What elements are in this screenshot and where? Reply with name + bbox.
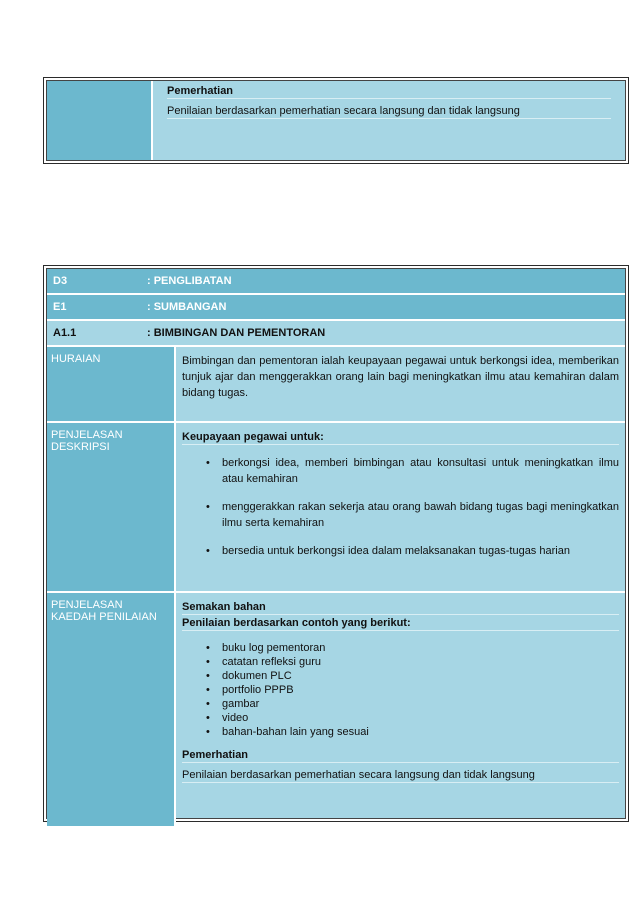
list-item: • catatan refleksi guru (200, 655, 619, 669)
kaedah-label-line1: PENJELASAN (51, 599, 123, 611)
pemerhatian-text: Penilaian berdasarkan pemerhatian secara langsung dan tidak langsung (167, 99, 611, 119)
kaedah-label-line2: KAEDAH PENILAIAN (51, 611, 157, 623)
pemerhatian-heading: Pemerhatian (167, 83, 611, 99)
huraian-text: Bimbingan dan pementoran ialah keupayaan pegawai untuk berkongsi idea, memberikan tunjuk ajar dan menggerakkan orang lain bagi meningkatkan ilmu atau kemahiran dalam bidang tugas. (182, 355, 619, 399)
deskripsi-label-line1: PENJELASAN (51, 429, 123, 441)
kaedah-content (176, 593, 625, 826)
kaedah-heading1: Semakan bahan (182, 599, 619, 615)
list-item: • gambar (200, 697, 619, 711)
deskripsi-heading: Keupayaan pegawai untuk: (182, 429, 619, 445)
deskripsi-list (182, 455, 619, 559)
list-item: • menggerakkan rakan sekerja atau orang bawah bidang tugas bagi meningkatkan ilmu serta kemahiran (200, 499, 619, 531)
kaedah-text: Penilaian berdasarkan pemerhatian secara langsung dan tidak langsung (182, 763, 619, 783)
competency-table (43, 265, 629, 822)
list-item: • buku log pementoran (200, 641, 619, 655)
header-row-e1 (47, 295, 625, 319)
top-table-content (153, 81, 625, 160)
header-row-d3 (47, 269, 625, 293)
deskripsi-label-line2: DESKRIPSI (51, 441, 110, 453)
kaedah-label (47, 593, 176, 826)
kaedah-heading3: Pemerhatian (182, 747, 619, 763)
header-code: D3 (53, 275, 68, 287)
list-item: • bersedia untuk berkongsi idea dalam melaksanakan tugas-tugas harian (200, 543, 619, 559)
huraian-label: HURAIAN (47, 347, 176, 421)
kaedah-row (47, 593, 625, 826)
list-item: • berkongsi idea, memberi bimbingan atau konsultasi untuk meningkatkan ilmu atau kemahiran (200, 455, 619, 487)
kaedah-list (182, 641, 619, 739)
header-row-a11 (47, 321, 625, 345)
header-title: : BIMBINGAN DAN PEMENTORAN (147, 327, 326, 339)
list-item: • bahan-bahan lain yang sesuai (200, 725, 619, 739)
top-table-left-cell (47, 81, 153, 160)
top-table-inner (46, 80, 626, 161)
deskripsi-content (176, 423, 625, 591)
header-code: E1 (53, 301, 67, 313)
competency-table-inner (46, 268, 626, 819)
kaedah-heading2: Penilaian berdasarkan contoh yang berikut: (182, 615, 619, 631)
header-title: : PENGLIBATAN (147, 275, 232, 287)
header-title: : SUMBANGAN (147, 301, 227, 313)
deskripsi-row (47, 423, 625, 593)
deskripsi-label (47, 423, 176, 591)
list-item: • video (200, 711, 619, 725)
list-item: • portfolio PPPB (200, 683, 619, 697)
header-code: A1.1 (53, 327, 77, 339)
huraian-row (47, 347, 625, 423)
list-item: • dokumen PLC (200, 669, 619, 683)
top-table (43, 77, 629, 164)
